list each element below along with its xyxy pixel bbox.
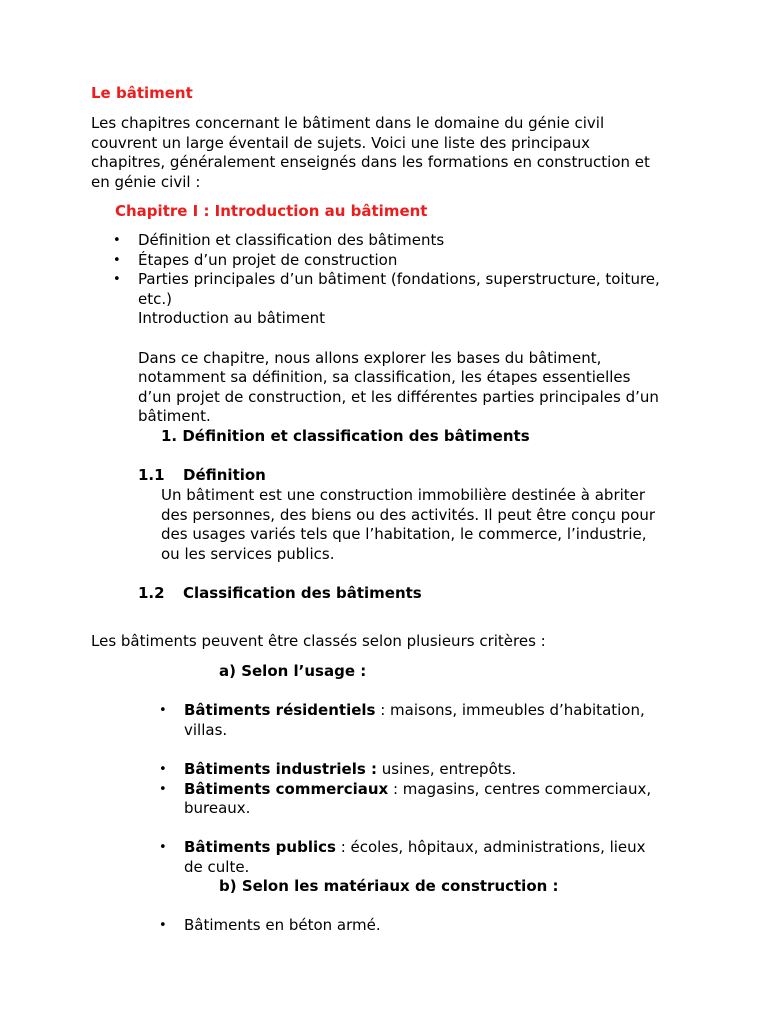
list-item: Bâtiments en béton armé.	[184, 916, 381, 934]
paragraph-line: des usages variés tels que l’habitation, le commerce, l’industrie,	[161, 525, 647, 544]
list-item-description: : magasins, centres commerciaux,	[388, 779, 652, 798]
list-item-continuation: Introduction au bâtiment	[138, 309, 326, 328]
chapter-heading: Chapitre I : Introduction au bâtiment	[115, 202, 428, 220]
intro-line: Les chapitres concernant le bâtiment dans le domaine du génie civil	[91, 114, 605, 132]
paragraph-line: bâtiment.	[138, 407, 211, 426]
intro-line: en génie civil :	[91, 172, 201, 191]
materials-heading: b) Selon les matériaux de construction :	[219, 877, 559, 895]
bullet-marker: •	[113, 252, 121, 268]
list-item: Parties principales d’un bâtiment (fondations, superstructure, toiture,	[138, 270, 660, 289]
bullet-marker: •	[159, 840, 167, 855]
usage-heading: a) Selon l’usage :	[219, 662, 367, 680]
paragraph-line: Dans ce chapitre, nous allons explorer les bases du bâtiment,	[138, 348, 602, 367]
subsection-number: 1.1	[138, 466, 165, 484]
intro-line: couvrent un large éventail de sujets. Voici une liste des principaux	[91, 133, 590, 152]
list-item	[184, 780, 651, 800]
list-item-term: Bâtiments publics	[184, 838, 336, 856]
list-item	[184, 838, 646, 858]
list-item-continuation: villas.	[184, 720, 228, 739]
paragraph-line: d’un projet de construction, et les différentes parties principales d’un	[138, 387, 659, 406]
subsection-heading: Classification des bâtiments	[183, 584, 422, 602]
list-item-description: usines, entrepôts.	[377, 760, 517, 778]
list-item-continuation: bureaux.	[184, 799, 251, 818]
classification-intro: Les bâtiments peuvent être classés selon plusieurs critères :	[91, 632, 546, 650]
document-title: Le bâtiment	[91, 84, 193, 102]
list-item-description: : écoles, hôpitaux, administrations, lieux	[335, 838, 646, 856]
bullet-marker: •	[159, 781, 167, 797]
paragraph-line: Un bâtiment est une construction immobilière destinée à abriter	[161, 486, 646, 504]
list-item	[184, 701, 645, 721]
list-item: Définition et classification des bâtiments	[138, 231, 445, 249]
intro-line: chapitres, généralement enseignés dans les formations en construction et	[91, 153, 650, 172]
paragraph-line: notamment sa définition, sa classification, les étapes essentielles	[138, 368, 631, 387]
list-item-description: : maisons, immeubles d’habitation,	[375, 701, 645, 719]
bullet-marker: •	[113, 272, 121, 288]
list-item-continuation: etc.)	[138, 289, 172, 308]
bullet-marker: •	[159, 703, 167, 718]
subsection-heading: Définition	[183, 466, 266, 484]
list-item: Étapes d’un projet de construction	[138, 250, 398, 269]
paragraph-line: des personnes, des biens ou des activités. Il peut être conçu pour	[161, 505, 655, 524]
list-item-continuation: de culte.	[184, 857, 250, 876]
bullet-marker: •	[159, 762, 167, 777]
paragraph-line: ou les services publics.	[161, 544, 335, 563]
list-item-term: Bâtiments commerciaux	[184, 779, 389, 798]
list-item-term: Bâtiments résidentiels	[184, 701, 376, 719]
bullet-marker: •	[113, 233, 121, 248]
list-item-term: Bâtiments industriels :	[184, 760, 378, 778]
section-heading: 1. Définition et classification des bâtiments	[161, 427, 530, 445]
subsection-number: 1.2	[138, 584, 165, 602]
list-item	[184, 760, 516, 780]
bullet-marker: •	[159, 918, 167, 933]
